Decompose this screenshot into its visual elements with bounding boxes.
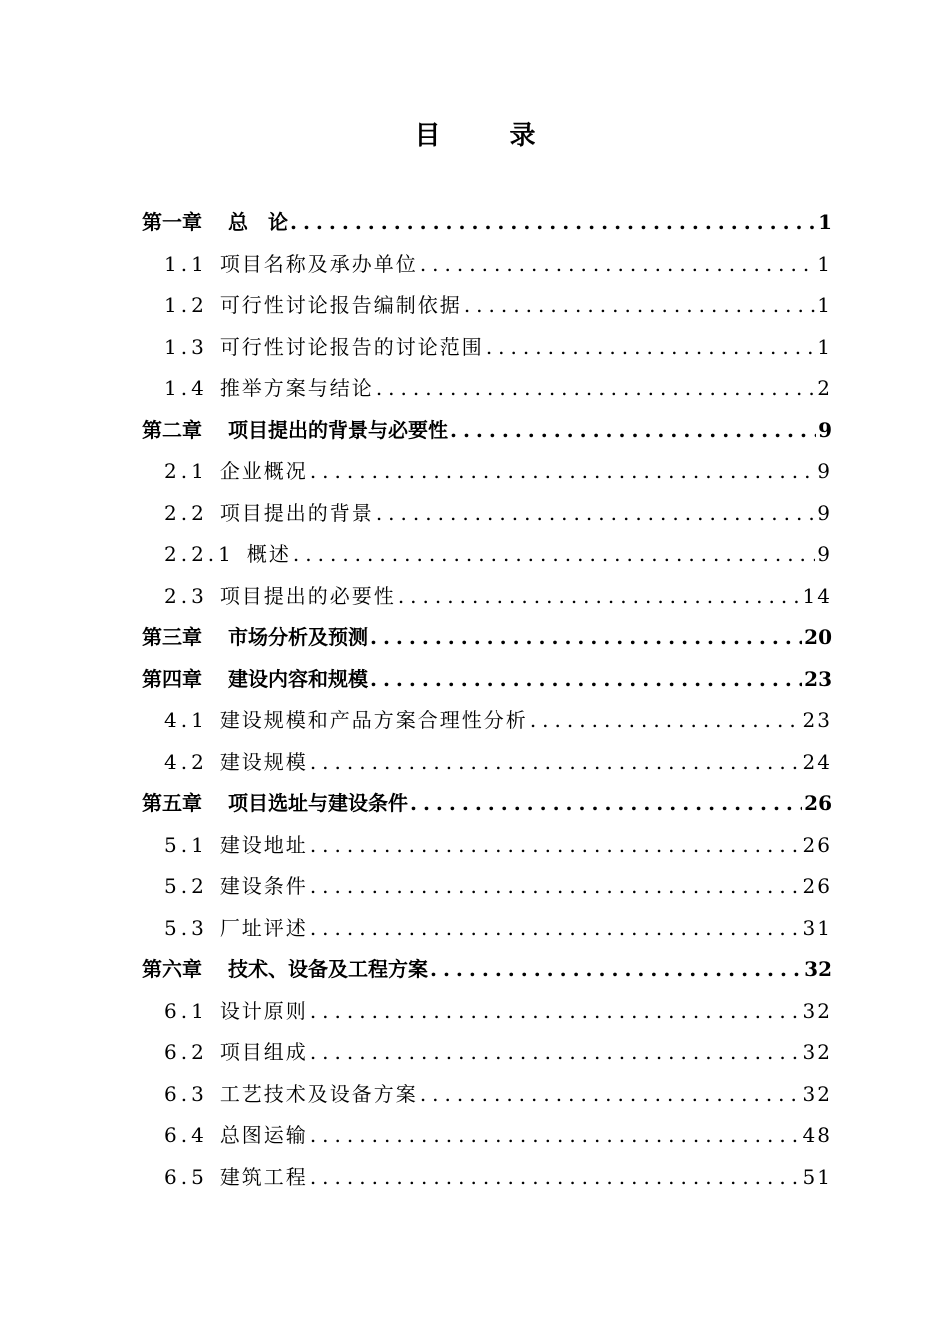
toc-dot-leader xyxy=(398,576,801,618)
toc-page-number: 20 xyxy=(804,625,832,649)
toc-entry-label xyxy=(142,202,288,244)
toc-section-entry[interactable] xyxy=(142,700,832,742)
toc-entry-text: 建设规模和产品方案合理性分析 xyxy=(219,708,528,732)
toc-entry-text: 项目提出的背景与必要性 xyxy=(228,417,448,442)
toc-entry-number: 2.2.1 xyxy=(164,542,235,566)
toc-dot-leader xyxy=(310,1115,801,1157)
toc-section-entry[interactable] xyxy=(142,1115,832,1157)
toc-dot-leader xyxy=(464,285,815,327)
toc-entry-label xyxy=(164,327,484,369)
toc-section-entry[interactable] xyxy=(142,991,832,1033)
toc-dot-leader xyxy=(310,866,801,908)
toc-chapter-entry[interactable] xyxy=(142,202,832,244)
toc-dot-leader xyxy=(310,451,815,493)
toc-dot-leader xyxy=(290,202,816,244)
toc-entry-text: 总 论 xyxy=(228,210,288,234)
toc-page-number: 1 xyxy=(817,251,832,276)
toc-entry-label xyxy=(164,825,308,867)
toc-entry-label xyxy=(164,451,308,493)
toc-dot-leader xyxy=(310,825,801,867)
toc-entry-number: 2.1 xyxy=(164,459,208,483)
toc-page-number: 26 xyxy=(802,874,832,898)
toc-dot-leader xyxy=(420,244,815,286)
toc-section-entry[interactable] xyxy=(142,534,832,576)
toc-dot-leader xyxy=(310,1032,801,1074)
toc-entry-number: 6.3 xyxy=(164,1081,208,1106)
toc-chapter-entry[interactable] xyxy=(142,949,832,991)
toc-dot-leader xyxy=(450,410,816,452)
toc-entry-text: 推举方案与结论 xyxy=(219,376,374,400)
toc-entry-label xyxy=(142,949,428,991)
toc-chapter-entry[interactable] xyxy=(142,617,832,659)
toc-entry-number: 6.2 xyxy=(164,1040,208,1064)
toc-entry-number: 5.1 xyxy=(164,832,208,857)
toc-entry-number: 第六章 xyxy=(142,957,202,981)
toc-dot-leader xyxy=(430,949,802,991)
toc-entry-label xyxy=(164,866,308,908)
toc-entry-label xyxy=(164,991,308,1033)
toc-entry-number: 第五章 xyxy=(142,791,202,815)
toc-entry-text: 总图运输 xyxy=(219,1123,308,1147)
toc-entry-label xyxy=(164,1032,308,1074)
toc-entry-number: 6.4 xyxy=(164,1123,208,1147)
toc-entry-number: 1.1 xyxy=(164,251,208,276)
toc-page-number: 2 xyxy=(817,376,832,400)
toc-entry-text: 建设条件 xyxy=(219,874,308,898)
toc-entry-label xyxy=(164,368,374,410)
toc-page-number: 1 xyxy=(817,293,832,317)
toc-section-entry[interactable] xyxy=(142,825,832,867)
toc-entry-text: 项目选址与建设条件 xyxy=(228,791,408,815)
toc-page-number: 1 xyxy=(817,334,832,359)
toc-entry-label xyxy=(142,659,368,701)
toc-dot-leader xyxy=(293,534,815,576)
toc-page-number: 32 xyxy=(804,957,832,981)
toc-page-number: 23 xyxy=(804,666,832,691)
toc-entry-text: 工艺技术及设备方案 xyxy=(219,1081,418,1106)
toc-entry-text: 技术、设备及工程方案 xyxy=(228,957,428,981)
toc-page-number: 1 xyxy=(818,210,832,234)
toc-page-number: 14 xyxy=(802,583,832,608)
toc-entry-text: 建筑工程 xyxy=(219,1164,308,1189)
toc-entry-number: 4.2 xyxy=(164,749,208,774)
toc-section-entry[interactable] xyxy=(142,451,832,493)
toc-page-number: 9 xyxy=(817,500,832,525)
toc-entry-label xyxy=(164,576,396,618)
toc-page-number: 9 xyxy=(818,417,832,442)
toc-entry-label xyxy=(164,534,291,576)
toc-entry-label xyxy=(142,783,408,825)
toc-dot-leader xyxy=(376,368,815,410)
toc-dot-leader xyxy=(376,493,815,535)
toc-entry-label xyxy=(142,410,448,452)
toc-section-entry[interactable] xyxy=(142,866,832,908)
toc-section-entry[interactable] xyxy=(142,244,832,286)
toc-entry-text: 概述 xyxy=(246,542,291,566)
toc-dot-leader xyxy=(310,991,801,1033)
toc-page-number: 26 xyxy=(804,791,832,815)
toc-entry-number: 6.5 xyxy=(164,1164,208,1189)
toc-dot-leader xyxy=(310,1157,801,1199)
toc-entry-text: 建设内容和规模 xyxy=(228,666,368,691)
toc-section-entry[interactable] xyxy=(142,493,832,535)
toc-dot-leader xyxy=(370,659,802,701)
toc-entry-number: 1.4 xyxy=(164,376,208,400)
toc-section-entry[interactable] xyxy=(142,576,832,618)
toc-entry-text: 项目组成 xyxy=(219,1040,308,1064)
toc-page-number: 9 xyxy=(817,459,832,483)
toc-entry-text: 可行性讨论报告编制依据 xyxy=(219,293,462,317)
toc-dot-leader xyxy=(486,327,815,369)
toc-chapter-entry[interactable] xyxy=(142,410,832,452)
toc-entry-label xyxy=(164,493,374,535)
toc-dot-leader xyxy=(310,908,801,950)
toc-entry-label xyxy=(164,1115,308,1157)
toc-entry-label xyxy=(164,700,528,742)
toc-entry-text: 可行性讨论报告的讨论范围 xyxy=(219,334,484,359)
toc-page-number: 24 xyxy=(802,749,832,774)
toc-chapter-entry[interactable] xyxy=(142,783,832,825)
toc-entry-text: 厂址评述 xyxy=(219,915,308,940)
toc-entry-label xyxy=(164,1157,308,1199)
toc-entry-number: 5.2 xyxy=(164,874,208,898)
toc-entry-text: 项目提出的必要性 xyxy=(219,583,396,608)
toc-entry-label xyxy=(164,1074,418,1116)
toc-section-entry[interactable] xyxy=(142,742,832,784)
toc-dot-leader xyxy=(530,700,801,742)
toc-entry-number: 第四章 xyxy=(142,666,202,691)
toc-entry-label xyxy=(164,244,418,286)
toc-dot-leader xyxy=(370,617,802,659)
toc-entry-number: 2.3 xyxy=(164,583,208,608)
toc-entry-number: 6.1 xyxy=(164,998,208,1023)
toc-section-entry[interactable] xyxy=(142,908,832,950)
toc-entry-text: 建设规模 xyxy=(219,749,308,774)
toc-dot-leader xyxy=(310,742,801,784)
toc-section-entry[interactable] xyxy=(142,1157,832,1199)
toc-entry-label xyxy=(142,617,368,659)
toc-entry-label xyxy=(164,908,308,950)
toc-section-entry[interactable] xyxy=(142,1074,832,1116)
toc-section-entry[interactable] xyxy=(142,285,832,327)
toc-dot-leader xyxy=(410,783,802,825)
toc-page-number: 32 xyxy=(802,998,832,1023)
toc-page-number: 32 xyxy=(802,1081,832,1106)
toc-entry-text: 市场分析及预测 xyxy=(228,625,368,649)
toc-entry-text: 项目提出的背景 xyxy=(219,500,374,525)
toc-entry-number: 第一章 xyxy=(142,210,202,234)
toc-page-number: 31 xyxy=(802,915,832,940)
toc-entry-number: 5.3 xyxy=(164,915,208,940)
toc-entry-text: 企业概况 xyxy=(219,459,308,483)
toc-section-entry[interactable] xyxy=(142,1032,832,1074)
toc-page-number: 9 xyxy=(817,542,832,566)
toc-entry-number: 4.1 xyxy=(164,708,208,732)
toc-entry-text: 项目名称及承办单位 xyxy=(219,251,418,276)
toc-entry-number: 1.3 xyxy=(164,334,208,359)
toc-page-number: 32 xyxy=(802,1040,832,1064)
toc-entry-label xyxy=(164,742,308,784)
toc-page-number: 48 xyxy=(802,1123,832,1147)
toc-entry-number: 2.2 xyxy=(164,500,208,525)
toc-entry-label xyxy=(164,285,462,327)
toc-entry-text: 设计原则 xyxy=(219,998,308,1023)
toc-entry-number: 第三章 xyxy=(142,625,202,649)
toc-title: 目 录 xyxy=(414,121,566,151)
toc-page-number: 51 xyxy=(802,1164,832,1189)
toc-dot-leader xyxy=(420,1074,801,1116)
toc-page-number: 26 xyxy=(802,832,832,857)
toc-chapter-entry[interactable] xyxy=(142,659,832,701)
toc-section-entry[interactable] xyxy=(142,368,832,410)
toc-page-number: 23 xyxy=(802,708,832,732)
toc-entry-text: 建设地址 xyxy=(219,832,308,857)
toc-section-entry[interactable] xyxy=(142,327,832,369)
toc-entry-number: 1.2 xyxy=(164,293,208,317)
toc-list xyxy=(142,202,832,1198)
toc-entry-number: 第二章 xyxy=(142,417,202,442)
